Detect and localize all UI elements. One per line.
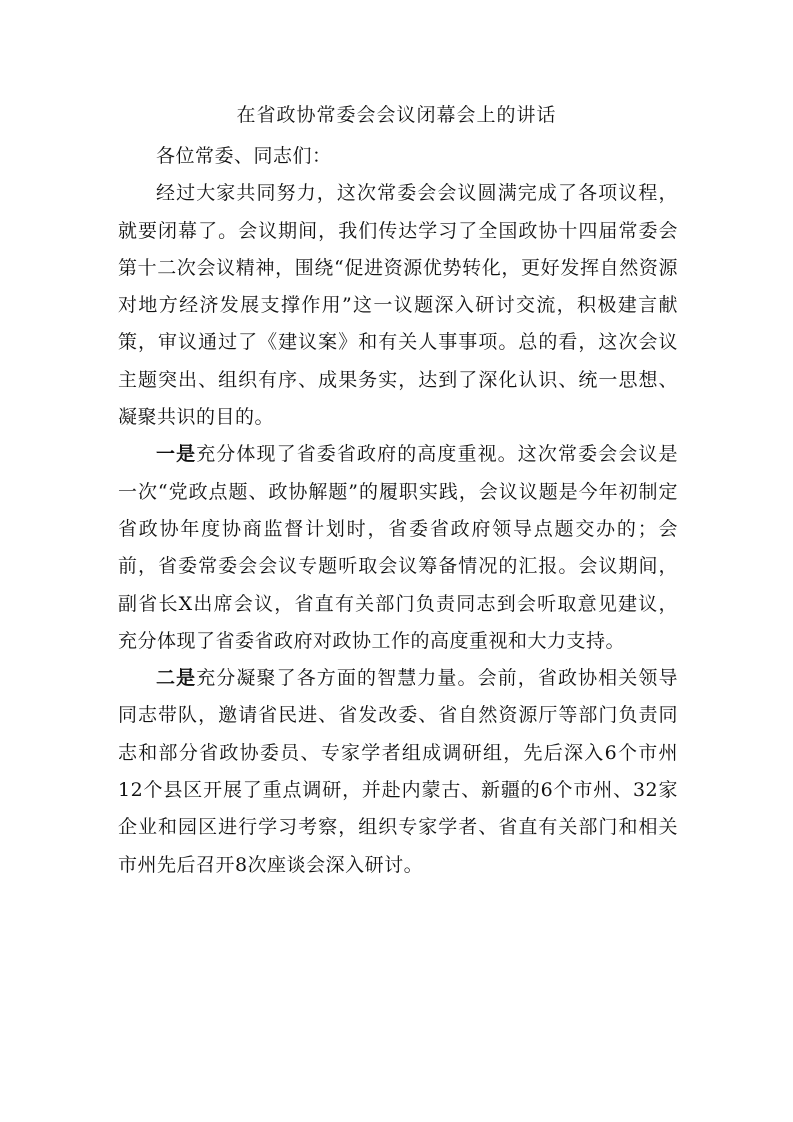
- paragraph-text: 充分凝聚了各方面的智慧力量。会前，省政协相关领导同志带队，邀请省民进、省发改委、省自然资源厅等部门负责同志和部分省政协委员、专家学者组成调研组，先后深入6个市州12个县区开展了重点调研，并赴内蒙古、新疆的6个市州、32家企业和园区进行学习考察，组织专家学者、省直有关部门和相关市州先后召开8次座谈会深入研讨。: [118, 667, 678, 876]
- greeting: 各位常委、同志们：: [156, 145, 332, 167]
- paragraph-text: 经过大家共同努力，这次常委会会议圆满完成了各项议程，就要闭幕了。会议期间，我们传达学习了全国政协十四届常委会第十二次会议精神，围绕“促进资源优势转化，更好发挥自然资源对地方经济发展支撑作用”这一议题深入研讨交流，积极建言献策，审议通过了《建议案》和有关人事事项。总的看，这次会议主题突出、组织有序、成果务实，达到了深化认识、统一思想、凝聚共识的目的。: [118, 182, 678, 429]
- paragraph-1: [118, 175, 678, 436]
- paragraph-lead: 二是: [156, 667, 197, 690]
- paragraph-text: 充分体现了省委省政府的高度重视。这次常委会会议是一次“党政点题、政协解题”的履职实践，会议议题是今年初制定省政协年度协商监督计划时，省委省政府领导点题交办的；会前，省委常委会会议专题听取会议筹备情况的汇报。会议期间，副省长X出席会议，省直有关部门负责同志到会听取意见建议，充分体现了省委省政府对政协工作的高度重视和大力支持。: [118, 443, 678, 652]
- document-body: [118, 138, 678, 884]
- paragraph-3: [118, 660, 678, 884]
- paragraph-lead: 一是: [156, 443, 197, 466]
- document-title: 在省政协常委会会议闭幕会上的讲话: [236, 104, 557, 126]
- paragraph-2: [118, 436, 678, 660]
